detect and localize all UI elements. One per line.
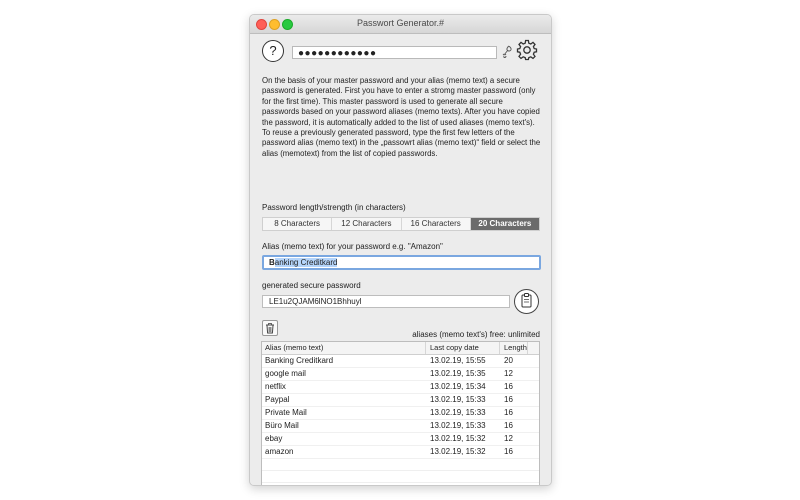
alias-table[interactable] — [261, 341, 540, 486]
row-length: 16 — [504, 421, 513, 430]
row-alias: Banking Creditkard — [265, 356, 334, 365]
row-alias: Büro Mail — [265, 421, 299, 430]
row-alias: amazon — [265, 447, 294, 456]
table-row[interactable] — [262, 407, 539, 420]
row-length: 12 — [504, 434, 513, 443]
alias-typed-text: B — [269, 258, 275, 267]
empty-row — [262, 471, 539, 483]
length-option-12[interactable]: 12 Characters — [332, 218, 401, 230]
row-length: 16 — [504, 408, 513, 417]
header-last-copy-date[interactable]: Last copy date — [426, 342, 500, 354]
row-date: 13.02.19, 15:33 — [430, 421, 486, 430]
delete-alias-button[interactable] — [262, 320, 278, 336]
help-icon[interactable]: ? — [262, 40, 284, 62]
app-window — [249, 14, 552, 486]
main-content — [250, 34, 551, 485]
clipboard-icon — [515, 290, 537, 312]
table-header — [262, 342, 539, 355]
empty-row — [262, 459, 539, 471]
title-bar[interactable] — [250, 15, 551, 34]
row-alias: ebay — [265, 434, 283, 443]
length-label: Password length/strength (in characters) — [262, 203, 406, 212]
row-length: 20 — [504, 356, 513, 365]
table-row[interactable] — [262, 446, 539, 459]
table-row[interactable] — [262, 355, 539, 368]
header-alias[interactable]: Alias (memo text) — [262, 342, 426, 354]
row-length: 12 — [504, 369, 513, 378]
alias-input[interactable] — [262, 255, 541, 270]
length-option-8[interactable]: 8 Characters — [263, 218, 332, 230]
row-length: 16 — [504, 382, 513, 391]
row-alias: netflix — [265, 382, 286, 391]
row-date: 13.02.19, 15:35 — [430, 369, 486, 378]
key-icon[interactable] — [501, 45, 513, 59]
window-title: Passwort Generator.# — [356, 18, 445, 28]
trash-icon — [263, 321, 277, 335]
table-row[interactable] — [262, 433, 539, 446]
empty-row — [262, 483, 539, 486]
generated-password-label: generated secure password — [262, 281, 361, 290]
row-date: 13.02.19, 15:55 — [430, 356, 486, 365]
row-alias: Private Mail — [265, 408, 307, 417]
gear-icon[interactable] — [516, 39, 538, 61]
row-length: 16 — [504, 447, 513, 456]
copy-clipboard-button[interactable] — [514, 289, 539, 314]
row-alias: Paypal — [265, 395, 290, 404]
row-date: 13.02.19, 15:33 — [430, 395, 486, 404]
length-segmented-control[interactable] — [262, 217, 540, 231]
alias-label: Alias (memo text) for your password e.g. "Amazon" — [262, 242, 443, 251]
length-option-20[interactable]: 20 Characters — [471, 218, 539, 230]
table-row[interactable] — [262, 394, 539, 407]
header-length[interactable]: Length — [500, 342, 528, 354]
row-length: 16 — [504, 395, 513, 404]
description-text: On the basis of your master password and your alias (memo text) a secure password is generated. First you have to enter a stromg master password (only for the first time). This master password is used to generate all secure passwords based on your password aliases (memo texts). After you have copied the password, it is automatically added to the list of used aliases (memo text's). To reuse a previously generated password, type the first few letters of the password alias (memo text) in the „passowrt alias (memo text)“ field or select the alias (memotext) from the list of copied passwords. — [262, 76, 541, 158]
row-date: 13.02.19, 15:32 — [430, 447, 486, 456]
generated-password-field[interactable]: LE1u2QJAM6lNO1Bhhuyl — [262, 295, 510, 308]
row-date: 13.02.19, 15:33 — [430, 408, 486, 417]
aliases-free-text: aliases (memo text's) free: unlimited — [412, 330, 540, 339]
table-row[interactable] — [262, 368, 539, 381]
table-row[interactable] — [262, 420, 539, 433]
row-alias: google mail — [265, 369, 306, 378]
row-date: 13.02.19, 15:32 — [430, 434, 486, 443]
alias-autocomplete-selection: anking Creditkard — [274, 258, 338, 267]
table-row[interactable] — [262, 381, 539, 394]
row-date: 13.02.19, 15:34 — [430, 382, 486, 391]
master-password-field[interactable]: ●●●●●●●●●●●● — [292, 46, 497, 59]
length-option-16[interactable]: 16 Characters — [402, 218, 471, 230]
